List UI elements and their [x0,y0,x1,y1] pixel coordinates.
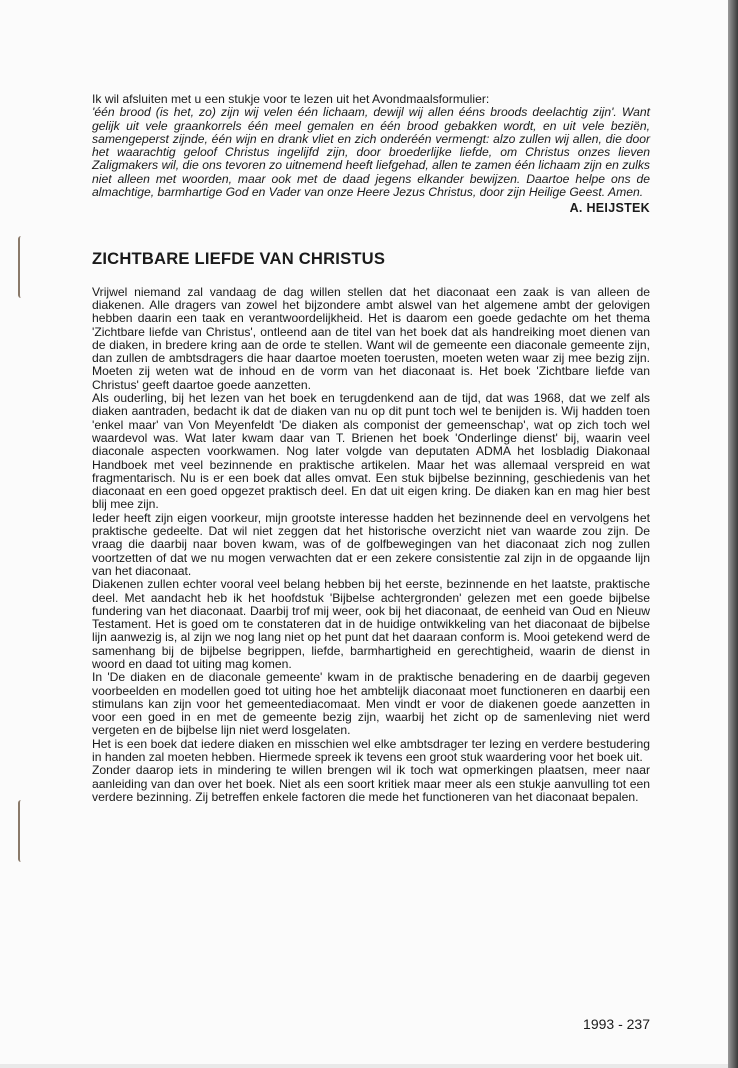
article-paragraph: Het is een boek dat iedere diaken en misschien wel elke ambtsdrager ter lezing en verdere bestudering in handen zal moeten hebben. Hiermede spreek ik tevens een groot stuk waardering voor het boek uit. [92,736,650,765]
page-content [92,93,650,804]
intro-lead: Ik wil afsluiten met u een stukje voor te lezen uit het Avondmaalsformulier: [92,92,490,106]
binder-mark-top [18,236,30,298]
article-paragraph: Diakenen zullen echter vooral veel belang hebben bij het eerste, bezinnende en het laatste, praktische deel. Met aandacht heb ik het hoofdstuk 'Bijbelse achtergronden' gelezen met een goede bijbelse fundering van het diaconaat. Daarbij trof mij weer, ook bij het diaconaat, de eenheid van Oud en Nieuw Testament. Het is goed om te constateren dat in de huidige ontwikkeling van het diaconaat de bijbelse lijn aanwezig is, al zijn we nog lang niet op het punt dat het daaraan conform is. Mooi getekend werd de samenhang bij de bijbelse begrippen, liefde, barmhartigheid en gerechtigheid, waarin de dienst in woord en daad tot uiting mag komen. [92,577,650,671]
binder-mark-bottom [18,800,30,862]
article-paragraph: In 'De diaken en de diaconale gemeente' kwam in de praktische benadering en de daarbij gegeven voorbeelden en modellen goed tot uiting hoe het ambtelijk diaconaat moet functioneren en daarbij een stimulans kan zijn voor het gemeentediacomaat. Men vindt er voor de diakenen goede aanzetten in voor een goed in en met de gemeente bezig zijn, waarbij het zicht op de samenleving niet werd vergeten en de bijbelse lijn niet werd losgelaten. [92,670,650,738]
article-paragraph: Vrijwel niemand zal vandaag de dag willen stellen dat het diaconaat een zaak is van alleen de diakenen. Alle dragers van zowel het bijzondere ambt alswel van het algemene ambt der gelovigen hebben daarin een taak en verantwoordelijkheid. Het is daarom een goede gedachte om het thema 'Zichtbare liefde van Christus', ontleend aan de titel van het boek dat als handreiking moet dienen van de diaken, in bredere kring aan de orde te stellen. Want wil de gemeente een diaconale gemeente zijn, dan zullen de ambtsdragers die haar daartoe moeten toerusten, moeten weten waar zij mee bezig zijn. Moeten zij weten wat de inhoud en de vorm van het diaconaat is. Het boek 'Zichtbare liefde van Christus' geeft daartoe goede aanzetten. [92,284,650,392]
article-paragraph: Als ouderling, bij het lezen van het boek en terugdenkend aan de tijd, dat was 1968, dat we zelf als diaken aantraden, bedacht ik dat de diaken van nu op dit punt toch wel te benijden is. Wij hadden toen 'enkel maar' van Von Meyenfeldt 'De diaken als componist der gemeenschap', wat op zich toch wel waardevol was. Wat later kwam daar van T. Brienen het boek 'Onderlinge dienst' bij, waarin veel diaconale aspecten voorkwamen. Nog later volgde van deputaten ADMA het losbladig Diakonaal Handboek met veel bezinnende en praktische artikelen. Maar het was allemaal verspreid en wat fragmentarisch. Nu is er een boek dat alles omvat. Een stuk bijbelse bezinning, geschiedenis van het diaconaat en een goed opgezet praktisch deel. En dat uit eigen kring. De diaken kan en mag hier best blij mee zijn. [92,391,650,512]
article-paragraph: Zonder daarop iets in mindering te willen brengen wil ik toch wat opmerkingen plaatsen, meer naar aanleiding van dan over het boek. Niet als een soort kritiek maar meer als een stukje aanvulling tot een verdere bezinning. Zij betreffen enkele factoren die mede het functioneren van het diaconaat bepalen. [92,763,650,804]
article-paragraph: Ieder heeft zijn eigen voorkeur, mijn grootste interesse hadden het bezinnende deel en vervolgens het praktische gedeelte. Dat wil niet zeggen dat het historische overzicht niet van waarde zou zijn. De vraag die daarbij naar boven kwam, was of de golfbewegingen van het diaconaat zich nog zullen voortzetten of dat we nu mogen verwachten dat er een zekere consistentie zal zijn in de opgaande lijn van het diaconaat. [92,510,650,578]
intro-quote: 'één brood (is het, zo) zijn wij velen één lichaam, dewijl wij allen ééns broods deelachtig zijn'. Want gelijk uit vele graankorrels één meel gemalen en één brood gebakken wordt, en uit vele beziën, samengeperst zijnde, één wijn en drank vliet en zich onderéén vermengt: alzo zullen wij allen, die door het waarachtig geloof Christus ingelijfd zijn, door broederlijke liefde, om Christus onzes lieven Zaligmakers wil, die ons tevoren zo uitnemend heeft liefgehad, allen te zamen één lichaam zijn en zulks niet alleen met woorden, maar ook met de daad jegens elkander bewijzen. Daartoe helpe ons de almachtige, barmhartige God en Vader van onze Heere Jezus Christus, door zijn Heilige Geest. Amen. [92,105,650,200]
page-number: 1993 - 237 [583,1016,650,1032]
author-signature: A. HEIJSTEK [569,201,650,216]
scan-edge [728,0,738,1068]
article-title: ZICHTBARE LIEFDE VAN CHRISTUS [92,248,386,268]
